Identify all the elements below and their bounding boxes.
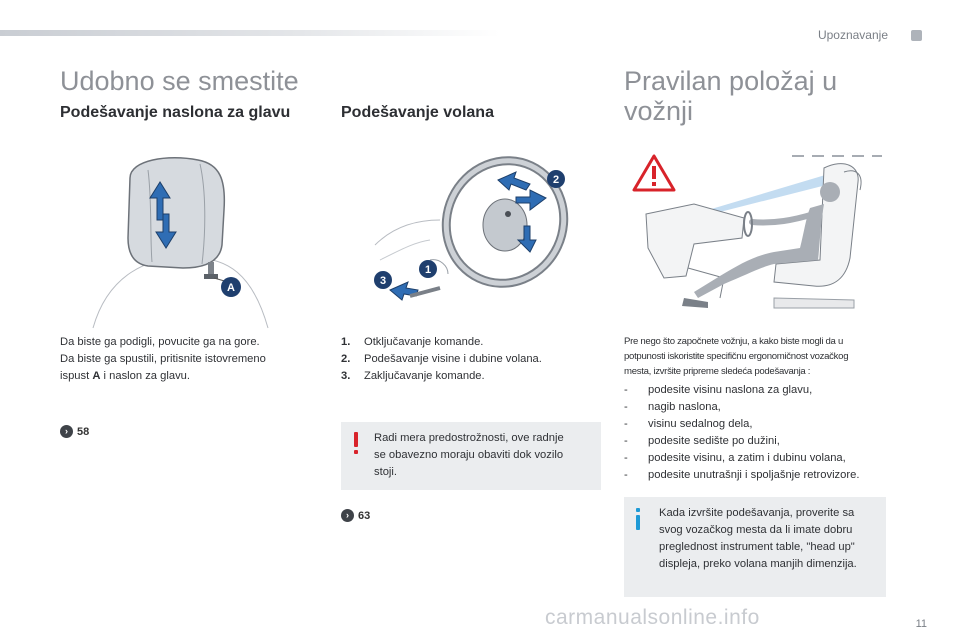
info-icon — [634, 508, 642, 530]
callout-1: 1 — [424, 264, 432, 276]
list-item: 3. Zaključavanje komande. — [341, 370, 485, 382]
list-item: - nagib naslona, — [624, 401, 721, 413]
watermark: carmanualsonline.info — [545, 606, 760, 629]
steering-heading: Podešavanje volana — [341, 104, 494, 121]
corner-tab — [911, 30, 922, 41]
steering-steps — [341, 334, 601, 385]
list-item: - visinu sedalnog dela, — [624, 418, 753, 430]
page-title-left: Udobno se smestite — [60, 66, 299, 96]
callout-a: A — [227, 282, 235, 294]
adjustment-list — [624, 382, 886, 484]
list-item: 1. Otključavanje komande. — [341, 336, 484, 348]
chevron-right-icon: › — [60, 425, 73, 438]
info-text: Kada izvršite podešavanja, proverite sa svog vozačkog mesta da li imate dobru preglednost instrument table, "head up" displeja, preko volana manjih dimenzija. — [659, 507, 857, 570]
callout-2: 2 — [552, 174, 560, 186]
headrest-illustration — [88, 150, 278, 330]
driving-position-illustration — [624, 148, 886, 320]
headrest-text: Da biste ga podigli, povucite ga na gore. Da biste ga spustili, pritisnite istovremeno ispust A i naslon za glavu. — [60, 336, 266, 382]
list-item: 2. Podešavanje visine i dubine volana. — [341, 353, 542, 365]
callout-3: 3 — [379, 275, 387, 287]
headrest-page-ref[interactable]: › 58 — [60, 425, 89, 438]
list-item: - podesite sedište po dužini, — [624, 435, 780, 447]
list-item: - podesite unutrašnji i spoljašnje retrovizore. — [624, 469, 860, 481]
driving-intro: Pre nego što započnete vožnju, a kako biste mogli da u potpunosti iskoristite specifičnu ergonomičnost vozačkog mesta, izvršite pripreme sledeća podešavanja : — [624, 336, 849, 377]
section-label: Upoznavanje — [817, 28, 888, 42]
steering-illustration — [370, 150, 575, 315]
page-title-right: Pravilan položaj u vožnji — [624, 66, 838, 126]
header-bar — [0, 30, 500, 36]
headrest-heading: Podešavanje naslona za glavu — [60, 104, 291, 121]
list-item: - podesite visinu naslona za glavu, — [624, 384, 813, 396]
page-number: 11 — [915, 618, 927, 630]
chevron-right-icon: › — [341, 509, 354, 522]
steering-page-ref[interactable]: › 63 — [341, 509, 370, 522]
list-item: - podesite visinu, a zatim i dubinu volana, — [624, 452, 846, 464]
exclamation-icon — [352, 432, 360, 456]
warning-text: Radi mera predostrožnosti, ove radnje se obavezno moraju obaviti dok vozilo stoji. — [374, 432, 564, 478]
